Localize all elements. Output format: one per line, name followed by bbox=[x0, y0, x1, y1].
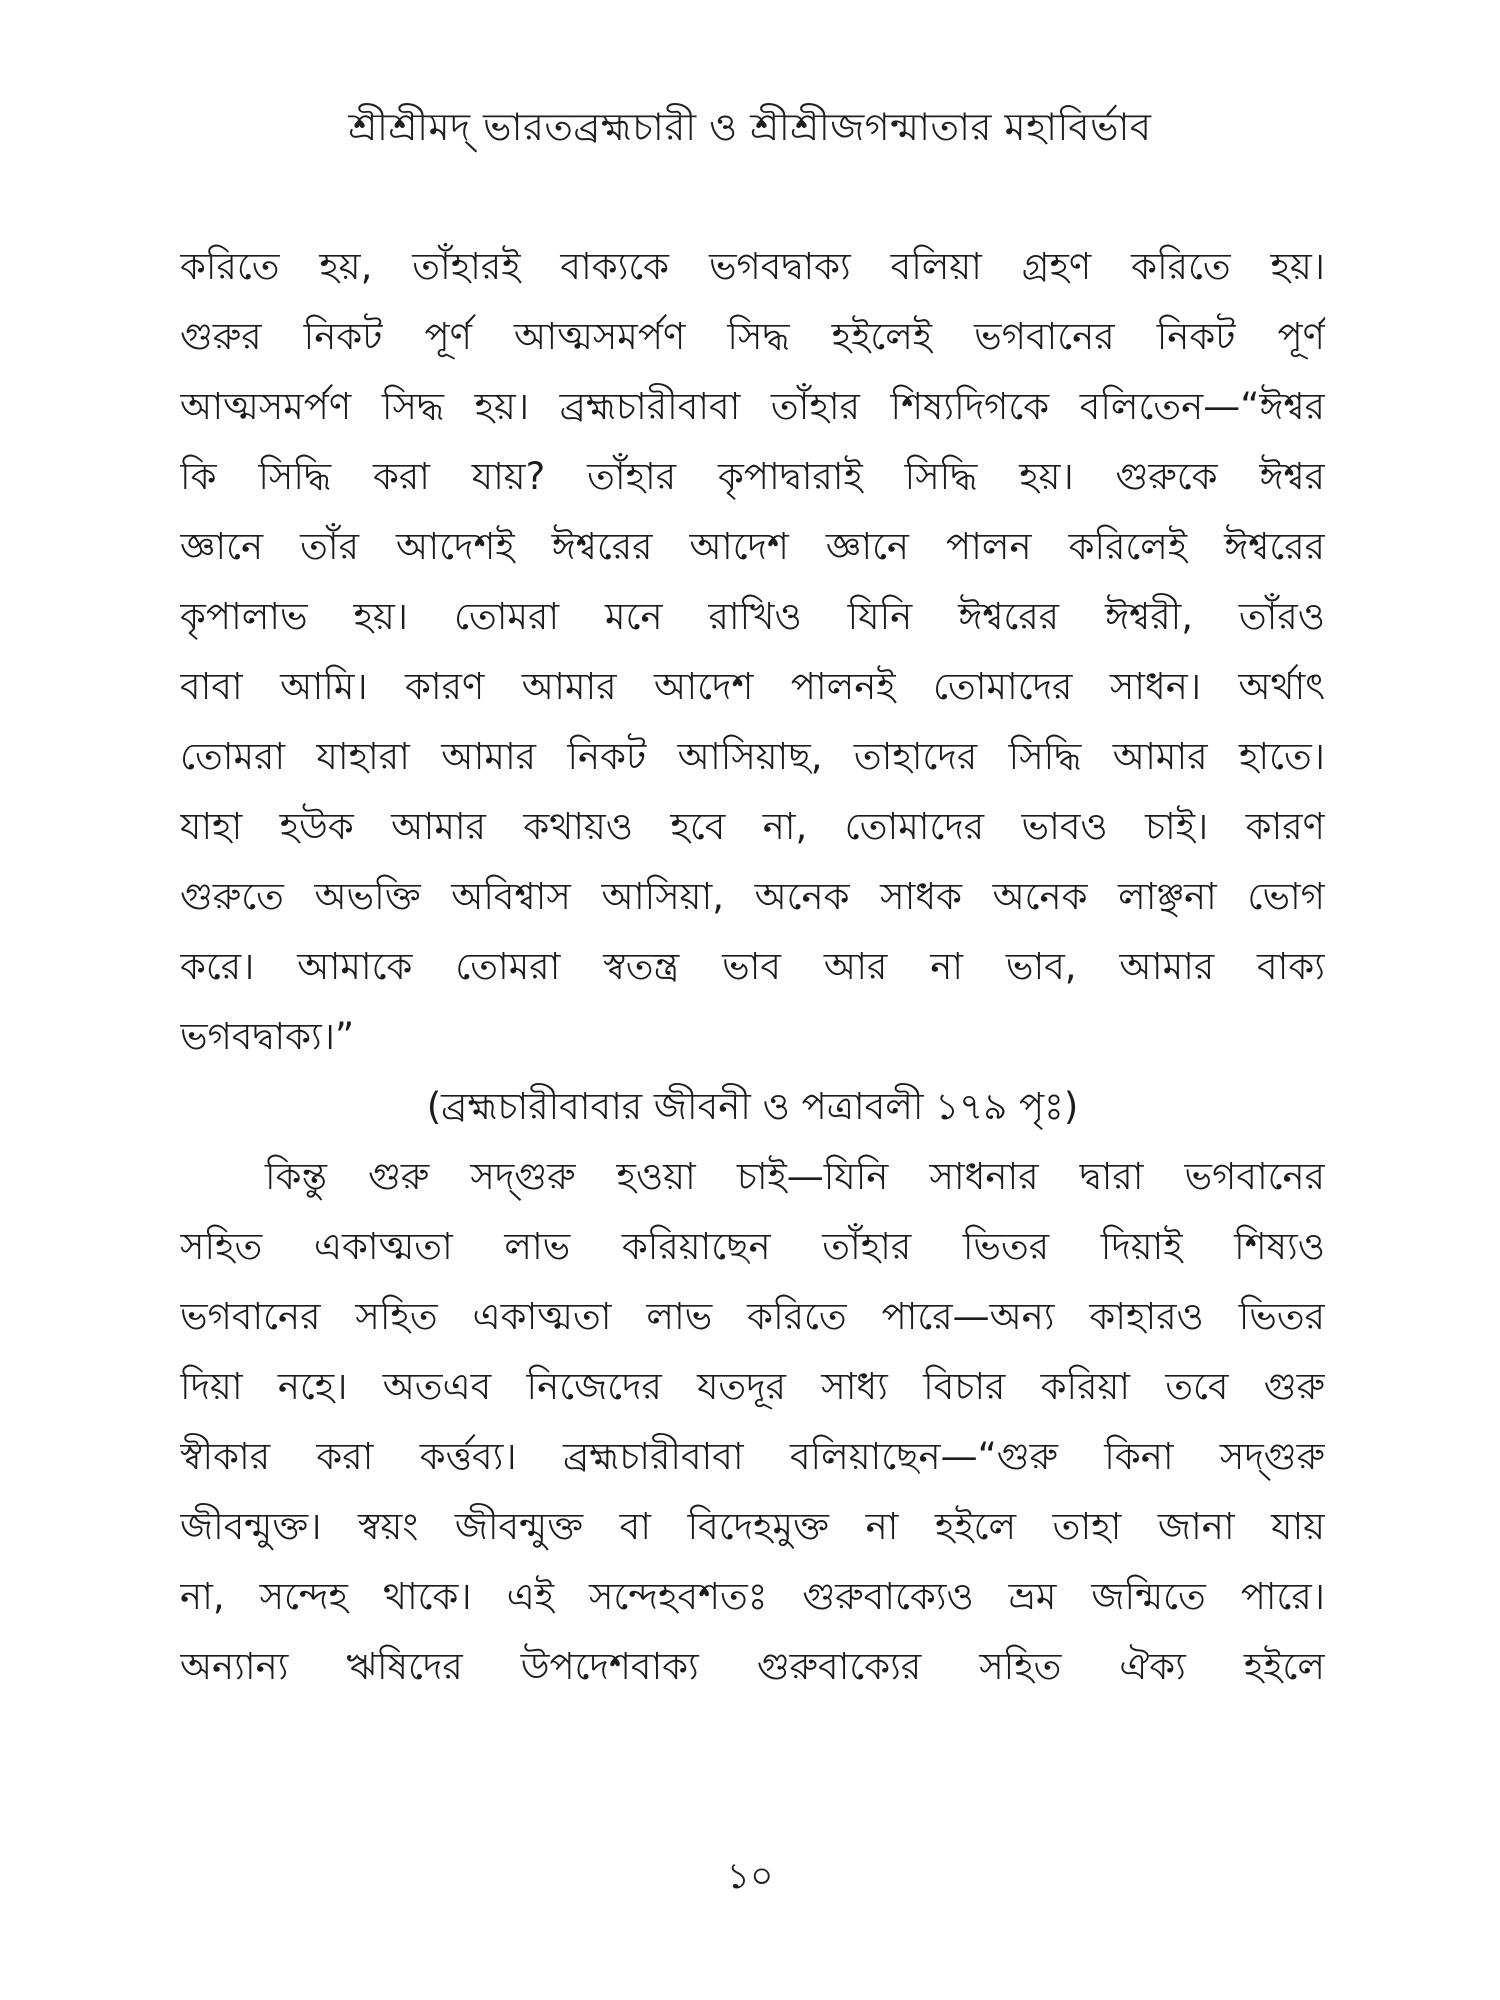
body-text bbox=[180, 232, 1325, 1702]
text-line: যাহা হউক আমার কথায়ও হবে না, তোমাদের ভাবও চাই। কারণ bbox=[180, 805, 1325, 848]
text-line: স্বীকার করা কর্ত্তব্য। ব্রহ্মচারীবাবা বলিয়াছেন—“গুরু কিনা সদ্গুরু bbox=[180, 1435, 1325, 1478]
text-line: কৃপালাভ হয়। তোমরা মনে রাখিও যিনি ঈশ্বরের ঈশ্বরী, তাঁরও bbox=[180, 595, 1325, 638]
text-line: গুরুর নিকট পূর্ণ আত্মসমর্পণ সিদ্ধ হইলেই ভগবানের নিকট পূর্ণ bbox=[180, 315, 1325, 358]
text-line: জ্ঞানে তাঁর আদেশই ঈশ্বরের আদেশ জ্ঞানে পালন করিলেই ঈশ্বরের bbox=[180, 525, 1325, 568]
running-header: শ্রীশ্রীমদ্ ভারতব্রহ্মচারী ও শ্রীশ্রীজগন্মাতার মহাবির্ভাব bbox=[348, 105, 1152, 149]
citation: (ব্রহ্মচারীবাবার জীবনী ও পত্রাবলী ১৭৯ পৃঃ) bbox=[426, 1085, 1079, 1128]
paragraph-start-line: কিন্তু গুরু সদ্গুরু হওয়া চাই—যিনি সাধনার দ্বারা ভগবানের bbox=[265, 1155, 1325, 1198]
text-line: গুরুতে অভক্তি অবিশ্বাস আসিয়া, অনেক সাধক অনেক লাঞ্ছনা ভোগ bbox=[180, 875, 1325, 918]
text-line: আত্মসমর্পণ সিদ্ধ হয়। ব্রহ্মচারীবাবা তাঁহার শিষ্যদিগকে বলিতেন—“ঈশ্বর bbox=[180, 385, 1325, 428]
text-line: তোমরা যাহারা আমার নিকট আসিয়াছ, তাহাদের সিদ্ধি আমার হাতে। bbox=[180, 735, 1325, 778]
text-line: ভগবদ্বাক্য।” bbox=[180, 1015, 355, 1058]
text-line: দিয়া নহে। অতএব নিজেদের যতদূর সাধ্য বিচার করিয়া তবে গুরু bbox=[180, 1365, 1325, 1408]
text-line: বাবা আমি। কারণ আমার আদেশ পালনই তোমাদের সাধন। অর্থাৎ bbox=[180, 665, 1325, 708]
text-line: করে। আমাকে তোমরা স্বতন্ত্র ভাব আর না ভাব, আমার বাক্য bbox=[180, 945, 1325, 988]
page-number: ১০ bbox=[726, 1856, 774, 1897]
text-line: ভগবানের সহিত একাত্মতা লাভ করিতে পারে—অন্য কাহারও ভিতর bbox=[180, 1295, 1325, 1338]
text-line: কি সিদ্ধি করা যায়? তাঁহার কৃপাদ্বারাই সিদ্ধি হয়। গুরুকে ঈশ্বর bbox=[180, 455, 1325, 498]
text-line: জীবন্মুক্ত। স্বয়ং জীবন্মুক্ত বা বিদেহমুক্ত না হইলে তাহা জানা যায় bbox=[180, 1505, 1325, 1548]
text-line: অন্যান্য ঋষিদের উপদেশবাক্য গুরুবাক্যের সহিত ঐক্য হইলে bbox=[180, 1645, 1325, 1688]
text-line: না, সন্দেহ থাকে। এই সন্দেহবশতঃ গুরুবাক্যেও ভ্রম জন্মিতে পারে। bbox=[180, 1575, 1325, 1618]
text-line: সহিত একাত্মতা লাভ করিয়াছেন তাঁহার ভিতর দিয়াই শিষ্যও bbox=[180, 1225, 1325, 1268]
text-line: করিতে হয়, তাঁহারই বাক্যকে ভগবদ্বাক্য বলিয়া গ্রহণ করিতে হয়। bbox=[180, 245, 1325, 288]
